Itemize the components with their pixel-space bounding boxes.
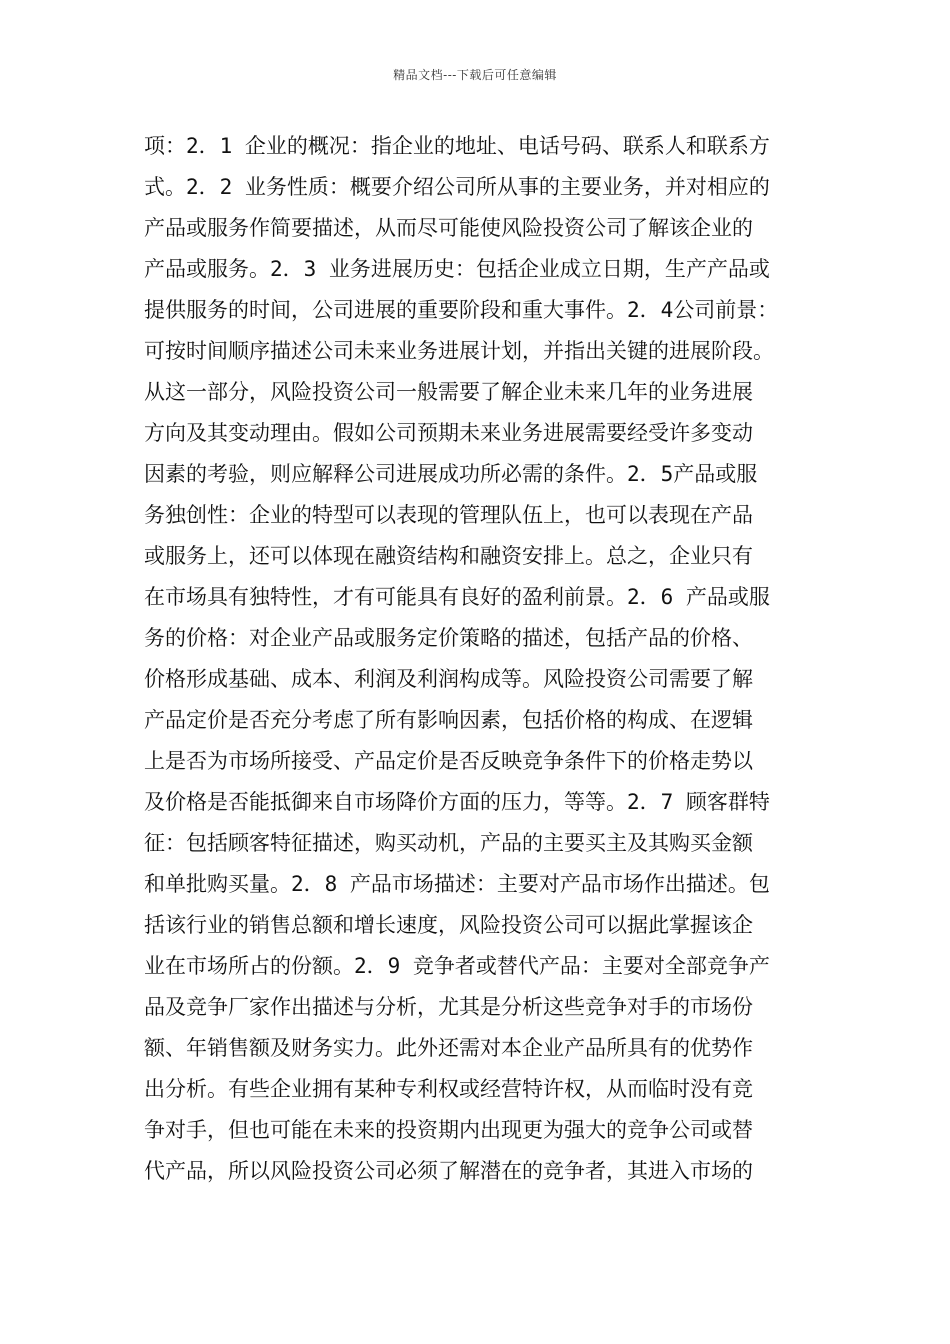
text-line: 括该行业的销售总额和增长速度，风险投资公司可以据此掌握该企 bbox=[144, 913, 753, 937]
body-text bbox=[144, 126, 824, 1192]
text-line: 或服务上，还可以体现在融资结构和融资安排上。总之，企业只有 bbox=[144, 544, 753, 568]
text-line: 征：包括顾客特征描述，购买动机，产品的主要买主及其购买金额 bbox=[144, 831, 753, 855]
text-line: 在市场具有独特性，才有可能具有良好的盈利前景。2．6 产品或服 bbox=[144, 585, 770, 609]
text-line: 价格形成基础、成本、利润及利润构成等。风险投资公司需要了解 bbox=[144, 667, 753, 691]
text-line: 出分析。有些企业拥有某种专利权或经营特许权，从而临时没有竞 bbox=[144, 1077, 753, 1101]
text-line: 产品或服务作简要描述，从而尽可能使风险投资公司了解该企业的 bbox=[144, 216, 753, 240]
text-line: 代产品，所以风险投资公司必须了解潜在的竞争者，其进入市场的 bbox=[144, 1159, 753, 1183]
text-line: 争对手，但也可能在未来的投资期内出现更为强大的竞争公司或替 bbox=[144, 1118, 753, 1142]
text-line: 及价格是否能抵御来自市场降价方面的压力，等等。2．7 顾客群特 bbox=[144, 790, 770, 814]
text-line: 额、年销售额及财务实力。此外还需对本企业产品所具有的优势作 bbox=[144, 1036, 753, 1060]
text-line: 项：2．1 企业的概况：指企业的地址、电话号码、联系人和联系方 bbox=[144, 134, 770, 158]
page-header: 精品文档---下载后可任意编辑 bbox=[393, 68, 557, 82]
text-line: 务的价格：对企业产品或服务定价策略的描述，包括产品的价格、 bbox=[144, 626, 753, 650]
text-line: 方向及其变动理由。假如公司预期未来业务进展需要经受许多变动 bbox=[144, 421, 753, 445]
text-line: 务独创性：企业的特型可以表现的管理队伍上，也可以表现在产品 bbox=[144, 503, 753, 527]
text-line: 因素的考验，则应解释公司进展成功所必需的条件。2．5产品或服 bbox=[144, 462, 758, 486]
text-line: 式。2．2 业务性质：概要介绍公司所从事的主要业务，并对相应的 bbox=[144, 175, 770, 199]
text-line: 业在市场所占的份额。2．9 竞争者或替代产品：主要对全部竞争产 bbox=[144, 954, 770, 978]
text-line: 品及竞争厂家作出描述与分析，尤其是分析这些竞争对手的市场份 bbox=[144, 995, 753, 1019]
text-line: 产品或服务。2．3 业务进展历史：包括企业成立日期，生产产品或 bbox=[144, 257, 770, 281]
text-line: 和单批购买量。2．8 产品市场描述：主要对产品市场作出描述。包 bbox=[144, 872, 770, 896]
text-line: 可按时间顺序描述公司未来业务进展计划，并指出关键的进展阶段。 bbox=[144, 339, 774, 363]
text-line: 产品定价是否充分考虑了所有影响因素，包括价格的构成、在逻辑 bbox=[144, 708, 753, 732]
text-line: 上是否为市场所接受、产品定价是否反映竞争条件下的价格走势以 bbox=[144, 749, 753, 773]
text-line: 从这一部分，风险投资公司一般需要了解企业未来几年的业务进展 bbox=[144, 380, 753, 404]
text-line: 提供服务的时间，公司进展的重要阶段和重大事件。2．4公司前景： bbox=[144, 298, 779, 322]
